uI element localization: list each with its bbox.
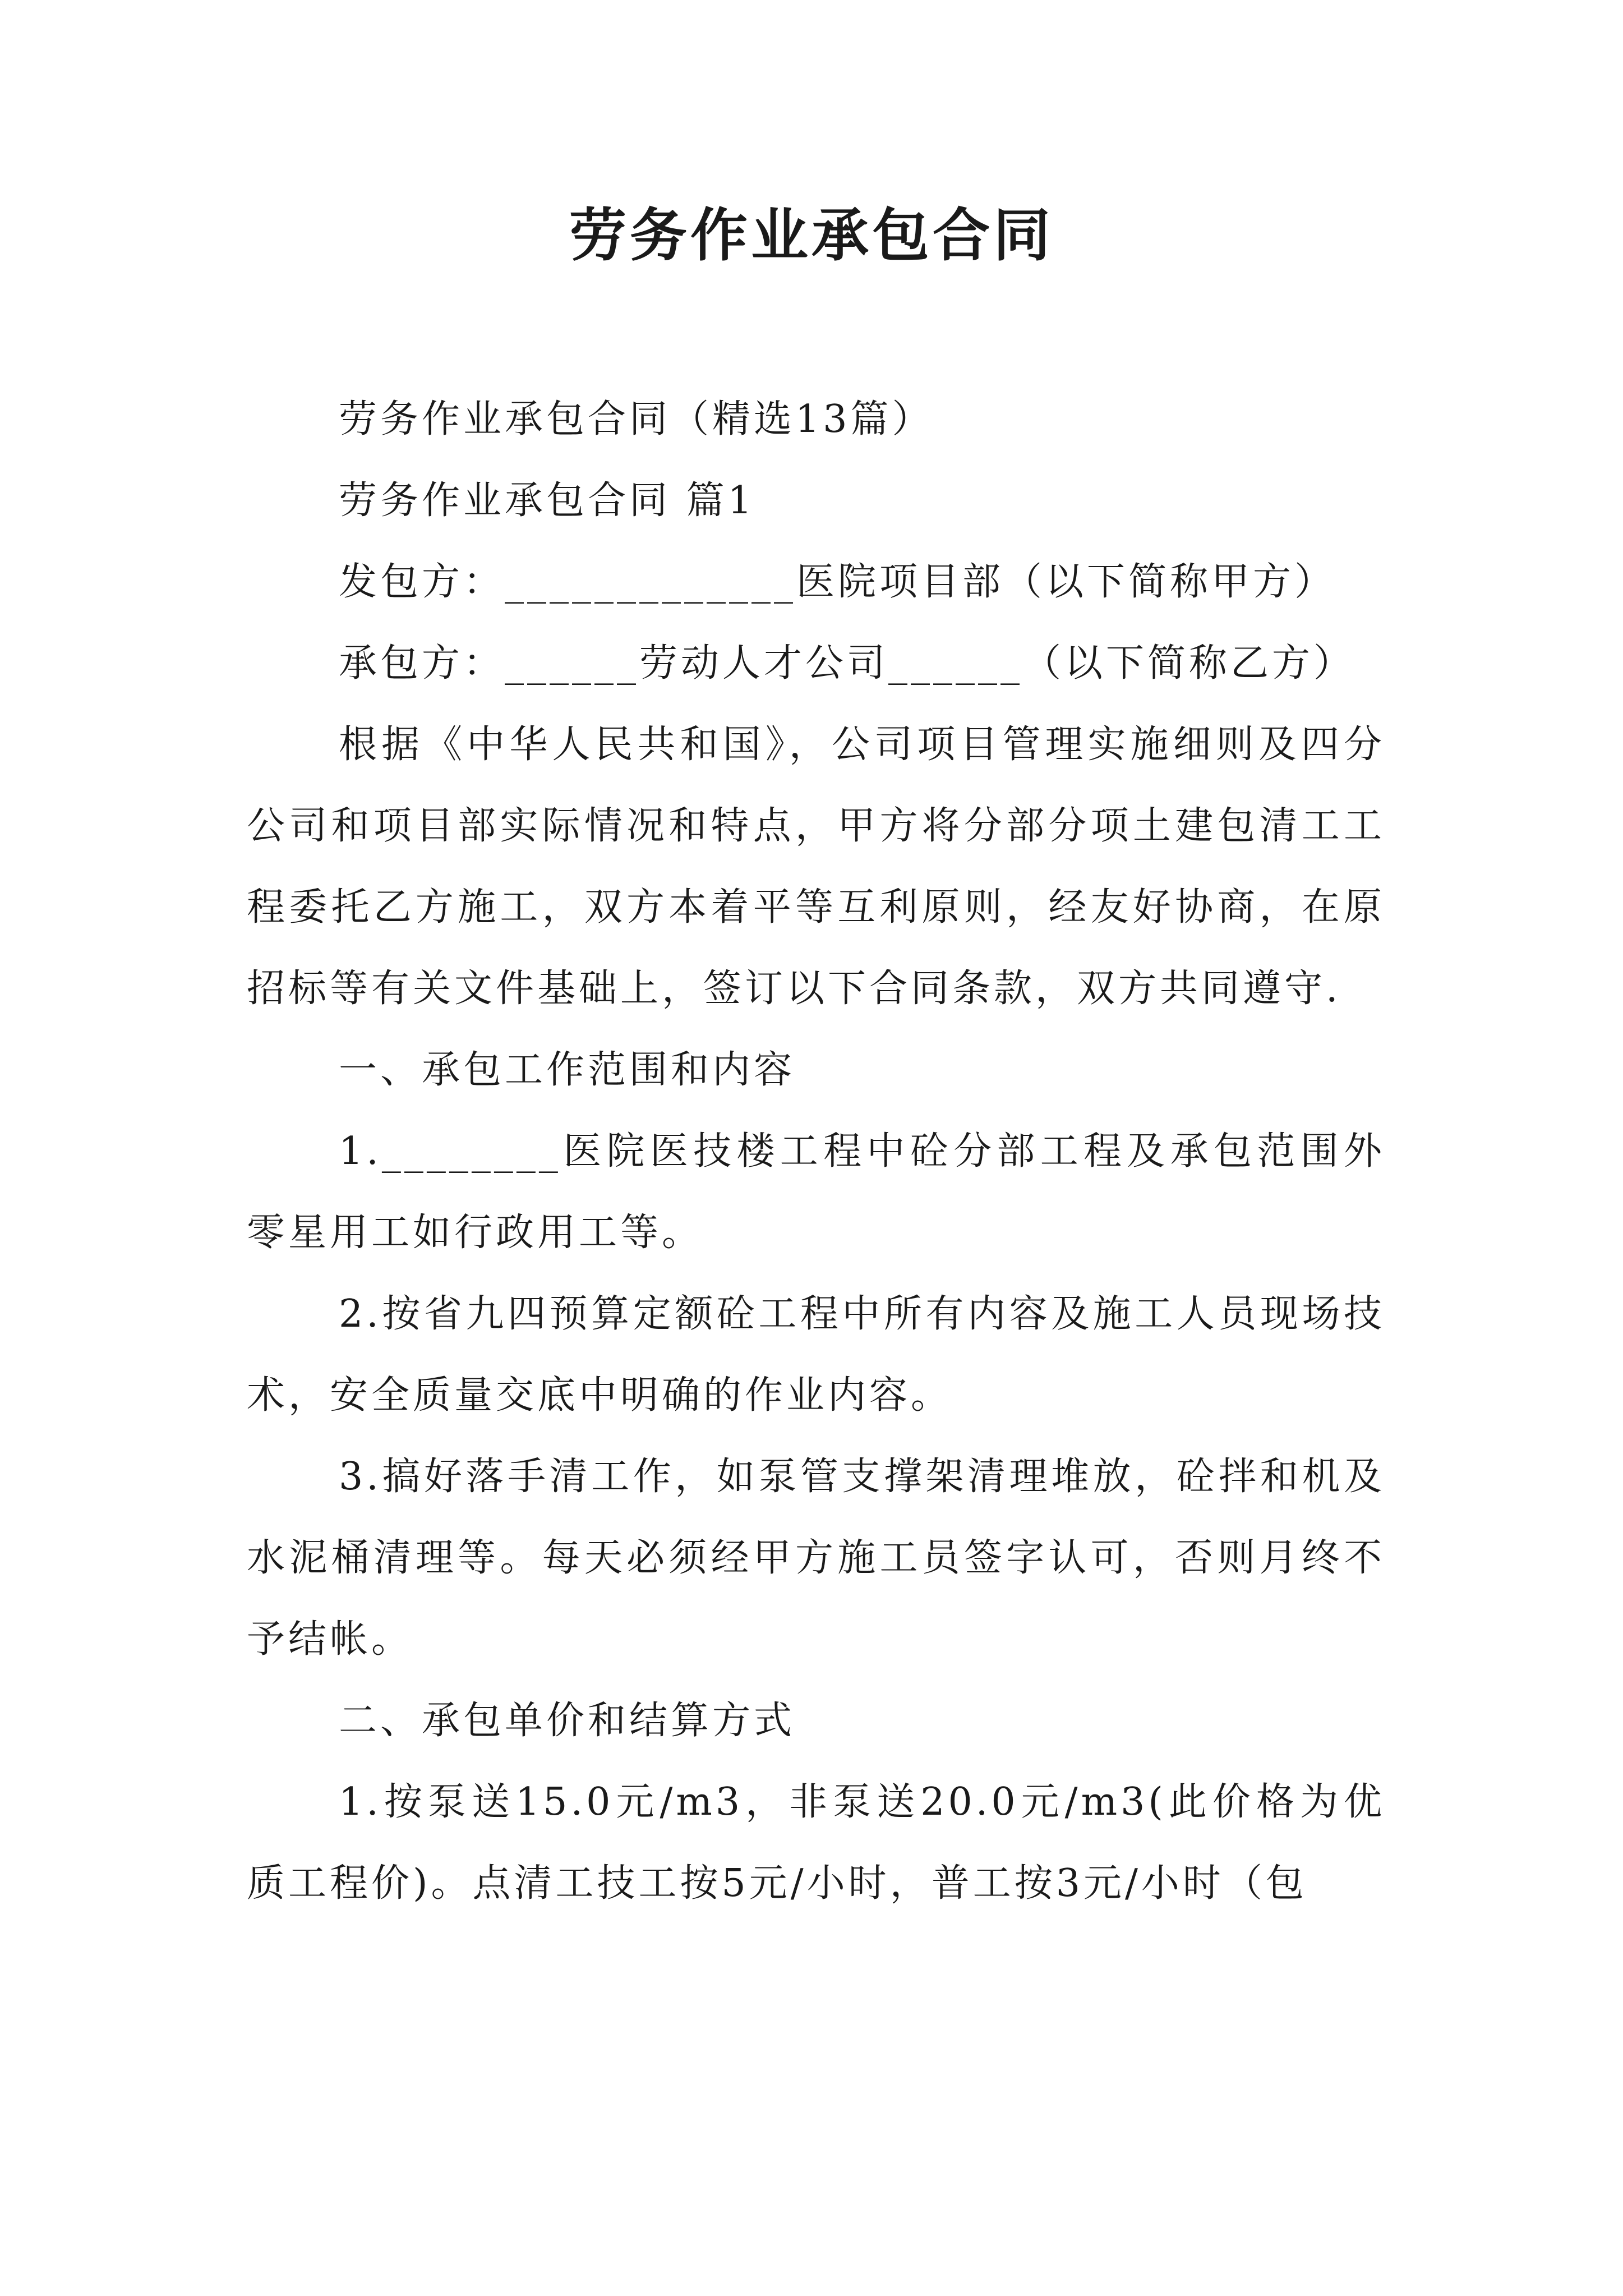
paragraph-clause-heading-1: 一、承包工作范围和内容 — [339, 1048, 796, 1092]
paragraph-party-a: 发包方：_____________医院项目部（以下简称甲方） — [339, 560, 1336, 604]
paragraph-subtitle: 劳务作业承包合同（精选13篇） — [339, 397, 934, 441]
paragraph-party-b: 承包方：______劳动人才公司______（以下简称乙方） — [339, 641, 1355, 685]
paragraph-clause-2-1: 1.按泵送15.0元/m3，非泵送20.0元/m3(此价格为优质工程价)。点清工技工按5元/小时，普工按3元/小时（包 — [247, 1780, 1385, 1906]
paragraph-clause-1-3: 3.搞好落手清工作，如泵管支撑架清理堆放，砼拌和机及水泥桶清理等。每天必须经甲方施工员签字认可，否则月终不予结帐。 — [247, 1455, 1385, 1662]
paragraph-clause-1-1: 1.________医院医技楼工程中砼分部工程及承包范围外零星用工如行政用工等。 — [247, 1129, 1385, 1255]
paragraph-clause-heading-2: 二、承包单价和结算方式 — [339, 1699, 796, 1743]
document-title: 劳务作业承包合同 — [569, 202, 1054, 269]
paragraph-clause-1-2: 2.按省九四预算定额砼工程中所有内容及施工人员现场技术，安全质量交底中明确的作业内容。 — [247, 1292, 1385, 1418]
document-body — [247, 379, 1385, 1924]
paragraph-preamble: 根据《中华人民共和国》，公司项目管理实施细则及四分公司和项目部实际情况和特点，甲方将分部分项土建包清工工程委托乙方施工，双方本着平等互利原则，经友好协商，在原招标等有关文件基础上，签订以下合同条款，双方共同遵守. — [247, 723, 1385, 1011]
paragraph-section-heading: 劳务作业承包合同 篇1 — [339, 478, 755, 523]
